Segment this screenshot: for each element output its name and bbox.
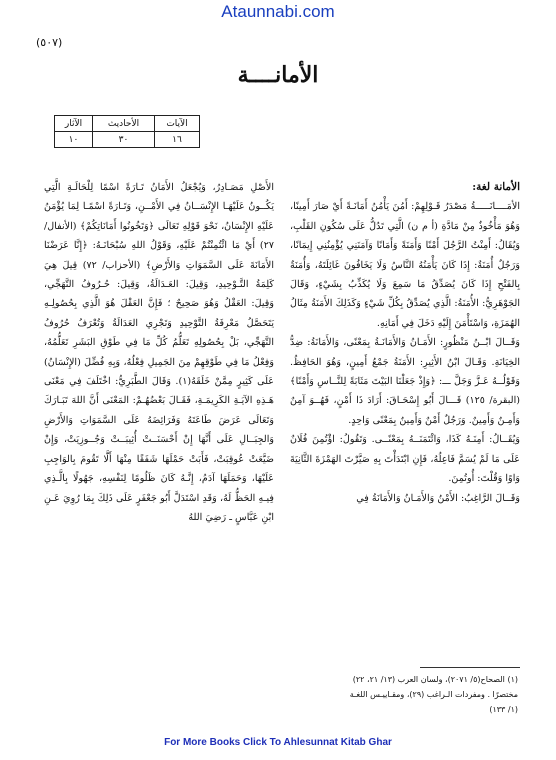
paragraph: الأمَــــانَـــــةُ مَصْدَرُ قَـوْلِهِمْ: أَمُنَ يَأْمُنُ أَمَانَـةً أَيْ صَارَ أَمِينًا، وَهُوَ مَأْخُوذٌ مِنْ مَادَّةِ (أ م ن) الَّتِي تَدُلُّ عَلَى سُكُونِ القَلْبِ، وَيُقَالُ: أَمِنْتُ الرَّجُلَ أَمْنًا وَأَمَنَةً وَأَمَانًا وَآمَنَنِي يُؤْمِنُنِي إِيمَانًا، وَرَجُلٌ أُمَنَةٌ: إِذَا كَانَ يَأْمَنُهُ النَّاسُ وَلَا يَخَافُونَ غَائِلَتَهُ، وَأُمَنَةٌ بِالفَتْحِ إِذَا كَانَ يُصَدِّقُ مَا سَمِعَ وَلَا يُكَذِّبُ بِشَيْءٍ، وَقَالَ الجَوْهَرِيُّ: الأُمَنَةُ: الَّذِي يُصَدِّقُ بِكُلِّ شَيْءٍ وَكَذَلِكَ الأَمَنَةُ مِثَالُ الهُمَزَةِ، وَاسْتَأْمَنَ إِلَيْهِ دَخَلَ فِي أَمَانِهِ. bbox=[290, 201, 520, 329]
chapter-title: الأمانــــة bbox=[237, 62, 319, 88]
stats-header-ahadith: الأحاديث bbox=[93, 116, 155, 132]
stats-value-athar: ١٠ bbox=[55, 132, 93, 148]
stats-header-ayat: الآيات bbox=[154, 116, 199, 132]
stats-value-ahadith: ٣٠ bbox=[93, 132, 155, 148]
promo-footer-link[interactable]: For More Books Click To Ahlesunnat Kitab Ghar bbox=[164, 737, 392, 748]
footnotes bbox=[260, 672, 518, 717]
footnote-divider bbox=[420, 667, 520, 668]
section-heading: الأمانة لغة: bbox=[472, 181, 520, 193]
footnote-line: (١) الصحاح(٥/ ٢٠٧١)، ولسان العرب (١٣/ ٢١، ٢٢) bbox=[352, 675, 518, 684]
site-header[interactable]: Ataunnabi.com bbox=[221, 2, 335, 21]
stats-header-row bbox=[55, 116, 200, 132]
paragraph: وَيُقَــالُ: أَمِنَـهُ كَذَا، وَائْتَمَنَــهُ بِمَعْنًــى. وَتَقُولُ: اؤْتُمِنَ فُلَانٌ عَلَى مَا لَمْ يُسَمَّ فَاعِلُهُ، فَإِنِ ابْتَدَأْتَ بِهِ صَيَّرْتَ الهَمْزَةَ الثَّانِيَةَ وَاوًا وَقُلْتَ: أُوتُمِنَ. bbox=[290, 434, 520, 485]
page-number: (٥٠٧) bbox=[36, 36, 63, 49]
stats-value-ayat: ١٦ bbox=[154, 132, 199, 148]
footnote-line: (١/ ١٣٣) bbox=[489, 705, 518, 714]
paragraph: وَقَــالَ الرَّاغِبُ: الأَمْنُ وَالأَمَـانُ وَالأَمَانَةُ فِي bbox=[356, 492, 520, 504]
stats-table bbox=[54, 115, 200, 148]
left-text-column bbox=[44, 178, 274, 527]
paragraph: الأَصْلِ مَصَـادِرُ، وَيُجْعَلُ الأَمَانُ تَـارَةً اسْمًا لِلْحَالَـةِ الَّتِي يَكُــونُ عَلَيْهَـا الإِنْسَــانُ فِي الأَمْــنِ، وَتَـارَةً اسْمًـا لِمَا يُؤْمَنُ عَلَيْهِ الإِنْسَانُ، نَحْوَ قَوْلِهِ تَعَالَى ﴿وَتَخُونُوا أَمَانَاتِكُمْ﴾ (الأنفال/ ٢٧) أَيْ مَا ائْتُمِنْتُمْ عَلَيْهِ، وَقَوْلُ اللهِ سُبْحَانَـهُ: ﴿إِنَّا عَرَضْنَا الأَمَانَةَ عَلَى السَّمَوَاتِ وَالأَرْضِ﴾ (الأحزاب/ ٧٢) قِيلَ هِيَ كَلِمَةُ التَّـوْحِيدِ، وَقِيلَ: العَـدَالَةُ، وَقِيلَ: حُـرُوفُ التَّهَجِّي، وَقِيلَ: العَقْلُ وَهُوَ صَحِيحٌ ؛ فَإِنَّ العَقْلَ هُوَ الَّذِي بِحُصُولِـهِ يَتَحَصَّلُ مَعْرِفَةُ التَّوْحِيدِ وَتَجْرِي العَدَالَةُ وَتُعْرَفُ حُرُوفُ التَّهَجِّي، بَلْ بِحُصُولِهِ تَعَلُّمُ كُلِّ مَا فِي طَوْقِ البَشَرِ تَعَلُّمُهُ، وَفِعْلُ مَا فِي طَوْقِهِمْ مِنَ الجَمِيلِ فِعْلُهُ، وَبِهِ فُضِّلَ (الإِنْسَانُ) عَلَى كَثِيرٍ مِمَّنْ خَلَقَهُ(١). وَقَالَ الطَّبَرِيُّ: اخْتَلَفَ فِي مَعْنَى هَـذِهِ الآيَـةِ الكَرِيمَـةِ، فَقَـالَ بَعْضُهُـمْ: المَعْنَى أَنَّ اللهَ تَبَـارَكَ وَتَعَالَى عَرَضَ طَاعَتَهُ وَفَرَائِضَهُ عَلَى السَّمَوَاتِ وَالأَرْضِ وَالجِبَــالِ عَلَى أَنَّهَا إِنْ أَحْسَنَــتْ أُثِيبَــتْ وَجُــوزِيَتْ، وَإِنْ ضَيَّعَتْ عُوقِبَتْ، فَأَبَتْ حَمْلَهَا شَفَقًا مِنْهَا أَلَّا تَقُومَ بِالوَاجِبِ عَلَيْهَا، وَحَمَلَهَا آدَمُ، إِنَّـهُ كَانَ ظَلُومًا لِنَفْسِهِ، جَهُولًا بِالَّـذِي فِيـهِ الحَظُّ لَهُ، وَقَدِ اسْتَدَلَّ أَبُو جَعْفَرٍ عَلَى ذَلِكَ بِمَا رُوِيَ عَـنِ ابْنِ عَبَّاسٍ ـ رَضِيَ اللهُ bbox=[44, 182, 275, 523]
footnote-line: مختصرًا . ومفردات الـراغب (٢٩)، ومقـاييـس اللغـة bbox=[349, 690, 518, 699]
paragraph: وَقَــالَ ابْــنُ مَنْظُورٍ: الأَمَـانُ وَالأَمَانَـةُ بِمَعْنًى، وَالأَمَانَةُ: ضِدُّ الخِيَانَةِ. وَقَـالَ ابْنُ الأَثِيرِ: الأَمَنَةُ جَمْعُ أَمِينٍ، وَهُوَ الحَافِظُ. وَقَوْلُــهُ عَـزَّ وَجَلَّ ـــ: ﴿وَإِذْ جَعَلْنَا البَيْتَ مَثَابَةً لِلنَّــاسِ وَأَمْنًا﴾ (البقرة/ ١٢٥) قَـــالَ أَبُو إِسْحَـاقَ: أَرَادَ ذَا أَمْنٍ، فَهُــوَ آمِنٌ وَأَمِـنٌ وَأَمِينٌ. وَرَجُلٌ أَمْنٌ وَأَمِينٌ بِمَعْنًى وَاحِدٍ. bbox=[290, 337, 520, 426]
right-text-column bbox=[290, 178, 520, 508]
stats-value-row bbox=[55, 132, 200, 148]
stats-header-athar: الآثار bbox=[55, 116, 93, 132]
